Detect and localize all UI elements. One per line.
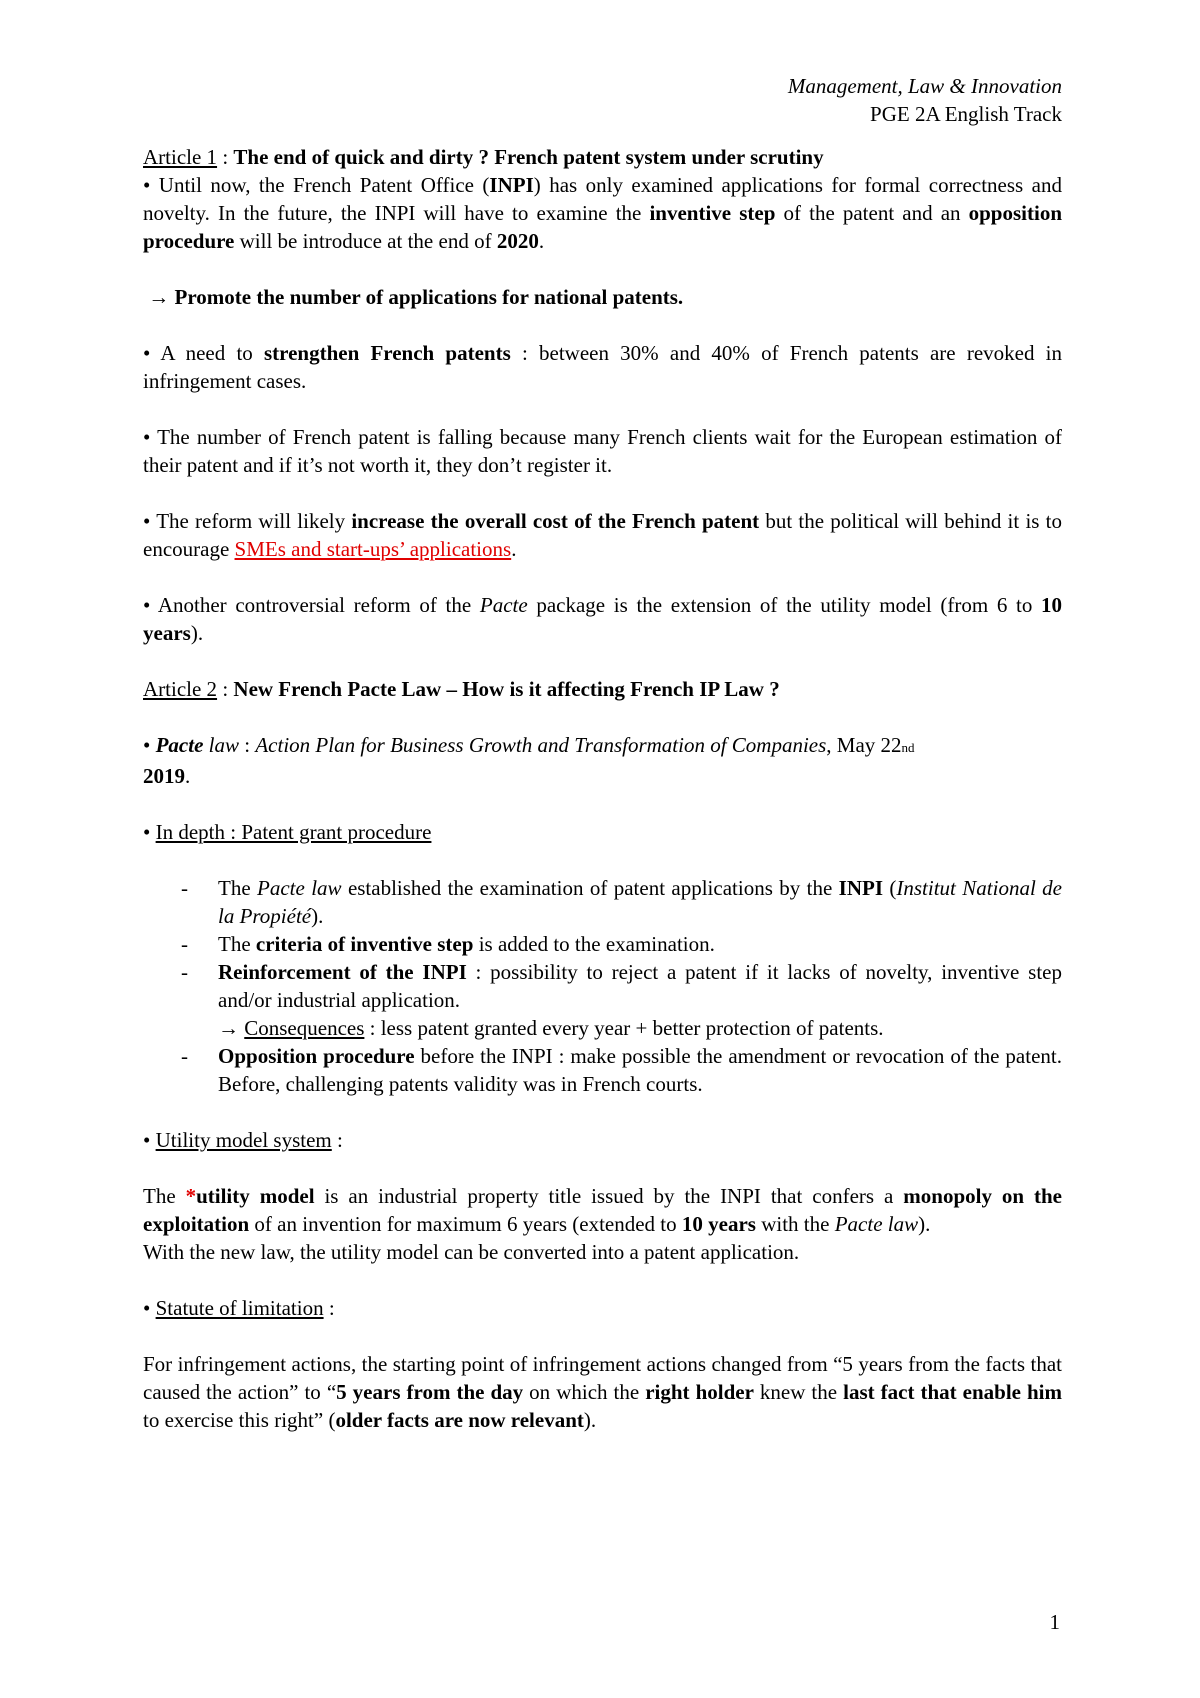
list-item: - The criteria of inventive step is added to the examination.: [181, 932, 715, 956]
page-header: [788, 72, 1062, 128]
document-body: [143, 143, 1062, 1462]
arrow-icon: →: [148, 285, 170, 309]
article1-paragraph-strengthen: • A need to strengthen French patents : between 30% and 40% of French patents are revoked in infringement cases.: [143, 341, 1062, 393]
article1-heading: Article 1 : The end of quick and dirty ? French patent system under scrutiny: [143, 145, 824, 169]
article1-paragraph-inpi: • Until now, the French Patent Office (INPI) has only examined applications for formal correctness and novelty. In the future, the INPI will have to examine the inventive step of the patent and an opposition procedure will be introduce at the end of 2020.: [143, 173, 1062, 253]
article2-heading: Article 2 : New French Pacte Law – How is it affecting French IP Law ?: [143, 677, 780, 701]
in-depth-heading: • In depth : Patent grant procedure: [143, 820, 432, 844]
article1-label: Article 1: [143, 145, 218, 169]
arrow-icon: →: [218, 1016, 245, 1040]
article1-paragraph-pacte: • Another controversial reform of the Pacte package is the extension of the utility model (from 6 to 10 years).: [143, 593, 1062, 645]
utility-paragraph: The *utility model is an industrial property title issued by the INPI that confers a monopoly on the exploitation of an invention for maximum 6 years (extended to 10 years with the Pacte law).: [143, 1184, 1062, 1236]
article1-title: The end of quick and dirty ? French patent system under scrutiny: [233, 145, 824, 169]
article1-conclusion: → Promote the number of applications for national patents.: [148, 285, 684, 309]
page-number: 1: [1049, 1610, 1060, 1634]
list-item: - Opposition procedure before the INPI : make possible the amendment or revocation of the patent. Before, challenging patents validity was in French courts.: [181, 1044, 1062, 1096]
article1-paragraph-falling: • The number of French patent is falling because many French clients wait for the European estimation of their patent and if it’s not worth it, they don’t register it.: [143, 425, 1062, 477]
article2-label: Article 2: [143, 677, 218, 701]
course-title: Management, Law & Innovation: [787, 74, 1062, 98]
pacte-law-paragraph: • Pacte law : Action Plan for Business Growth and Transformation of Companies, May 22nd 2019.: [143, 733, 915, 788]
article1-paragraph-cost: • The reform will likely increase the overall cost of the French patent but the political will behind it is to encourage SMEs and start-ups’ applications.: [143, 509, 1062, 561]
patent-procedure-list: [143, 874, 1062, 1098]
list-item: - Reinforcement of the INPI : possibility to reject a patent if it lacks of novelty, inventive step and/or industrial application. → Consequences : less patent granted every year + better protection of patents.: [181, 960, 1062, 1040]
track-name: PGE 2A English Track: [870, 102, 1062, 126]
utility-heading: • Utility model system :: [143, 1128, 343, 1152]
statute-heading: • Statute of limitation :: [143, 1296, 335, 1320]
list-item: - The Pacte law established the examination of patent applications by the INPI (Institut National de la Propiété).: [181, 876, 1062, 928]
smes-link[interactable]: SMEs and start-ups’ applications: [234, 537, 512, 561]
article2-title: New French Pacte Law – How is it affecting French IP Law ?: [233, 677, 780, 701]
utility-conversion-paragraph: With the new law, the utility model can be converted into a patent application.: [143, 1240, 800, 1264]
statute-paragraph: For infringement actions, the starting point of infringement actions changed from “5 years from the facts that caused the action” to “5 years from the day on which the right holder knew the last fact that enable him to exercise this right” (older facts are now relevant).: [143, 1352, 1062, 1432]
